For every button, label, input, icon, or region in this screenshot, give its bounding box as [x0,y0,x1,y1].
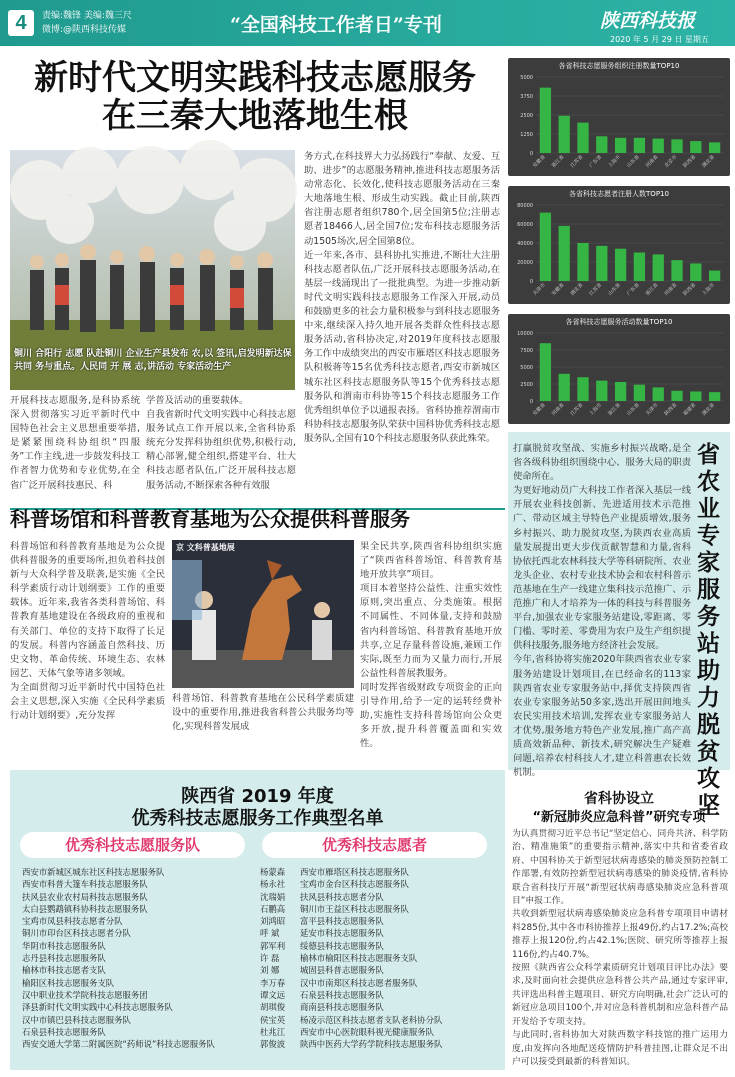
team-list-item: 华阴市科技志愿服务队 [22,940,106,951]
person-list-item [260,878,500,890]
person-org: 汉中市南郑区科技志愿者服务队 [300,977,418,988]
y-tick-label: 7500 [520,348,533,354]
person-list-item [260,927,500,939]
person-org: 延安市科技志愿服务队 [300,928,384,939]
person-list-item [260,1026,500,1038]
team-list-item: 西安交通大学第二附属医院“药师说”科技志愿服务队 [22,1039,215,1050]
person-org: 杨凌示范区科技志愿者支队老科协分队 [300,1014,443,1025]
y-tick-label: 20000 [517,260,533,266]
x-tick-label: 福建省 [682,402,698,418]
x-tick-label: 陕西省 [682,282,698,298]
person-name: 刘 娜 [260,965,280,976]
person-org: 西安市中心医院眼科视光健康服务队 [300,1026,434,1037]
science-photo-caption: 京 文科普基地展 [176,543,235,552]
x-tick-label: 浙江省 [644,282,660,298]
team-list-item: 汉中市镇巴县科技志愿服务队 [22,1014,131,1025]
team-list-item: 榆林市科技志愿者支队 [22,965,106,976]
x-tick-label: 广东省 [588,154,604,170]
team-list [22,866,257,1050]
x-tick-label: 山东省 [607,282,623,298]
person-list-item [260,1038,500,1050]
x-tick-label: 河南省 [550,402,566,418]
honor-title-1: 陕西省 2019 年度 [181,786,334,807]
x-tick-label: 天津市 [531,282,547,298]
covid-title-2: “新冠肺炎应急科普”研究专项 [532,810,706,825]
person-list-item [260,891,500,903]
lead-col-2: 学普及活动的重要载体。 自我省新时代文明实践中心科技志愿服务试点工作开展以来,全省科协系统充分发挥科协组织优势,积极行动,精心部署,健全组织,搭建平台、壮大科技志愿者队伍,广泛开展科技志愿服务活动,不断探索各种有效服 [146,395,296,491]
bar [690,141,701,153]
bar [540,343,551,401]
y-tick-label: 0 [529,151,533,157]
y-tick-label: 5000 [520,365,533,371]
special-issue-title: “全国科技工作者日”专刊 [230,14,442,36]
bar [671,260,682,281]
person-name: 李万春 [260,977,286,988]
x-tick-label: 浙江省 [550,154,566,170]
bar [671,391,682,401]
person-org: 石泉县科技志愿服务队 [300,989,384,1000]
team-list-item: 汉中职业技术学院科技志愿服务团 [22,989,148,1000]
newspaper-name: 陕西科技报 [600,10,696,32]
person-list-item [260,989,500,1001]
y-tick-label: 0 [529,279,533,285]
y-tick-label: 3750 [520,94,533,100]
person-name: 杨永社 [260,879,286,890]
x-tick-label: 安徽省 [531,154,547,170]
person-name: 许 磊 [260,953,280,964]
chart-title: 各省科技志愿者注册人数TOP10 [569,190,669,198]
bar [559,374,570,401]
lead-col-1: 开展科技志愿服务,是科协系统深入贯彻落实习近平新时代中国特色社会主义思想重要举措,是紧紧围绕科协组织“四服务”工作主线,进一步鼓发科技工作者智力优势和专业优势,在全省广泛开展科技惠民、科 [10,395,140,491]
bar [559,226,570,281]
bar [653,139,664,153]
person-org: 城固县科普志愿服务队 [300,965,384,976]
bar [709,392,720,401]
bar [596,136,607,153]
team-list-item: 榆阳区科技志愿服务支队 [22,977,115,988]
person-list-item [260,940,500,952]
person-org: 扶风县科技志愿者分队 [300,891,384,902]
bar [634,253,645,282]
x-tick-label: 上海市 [588,402,604,418]
x-tick-label: 山东省 [625,402,641,418]
bar-chart-1 [508,58,730,176]
x-tick-label: 江苏省 [569,402,585,418]
team-list-item: 石泉县科技志愿服务队 [22,1026,106,1037]
bar [559,116,570,153]
x-tick-label: 河南省 [663,282,679,298]
bar [596,246,607,281]
science-col-3: 果全民共享,陕西省科协组织实施了“陕西省科普场馆、科普教育基地开放共享”项目。 项目本着坚持公益性、注重实效性原则,突出重点、分类施策。根据不同属性、不同体量,支持和鼓励省内科普场馆、科普教育基地开放共享,立足存量科普设施,兼顾工作实际,既至力而为又量力而行,开展公益性科普展教服务。 同时发挥省级财政专项资金的正向引导作用,给予一定的运转经费补助,实施性支持科普场馆向公众更多开放,提升科普覆盖面和实效性。 [360,541,502,750]
bar [540,213,551,281]
issue-date: 2020 年 5 月 29 日 星期五 [610,35,709,44]
bar [615,138,626,153]
person-list-item [260,915,500,927]
bar [577,377,588,401]
person-name: 沈瑞娟 [260,891,286,902]
y-tick-label: 1250 [520,132,533,138]
person-name: 郭俊波 [260,1039,286,1050]
science-title: 科普场馆和科普教育基地为公众提供科普服务 [10,507,410,531]
chart-plot [508,327,730,423]
person-name: 杨蒙森 [260,867,286,877]
agri-body: 打赢脱贫攻坚战、实施乡村振兴战略,是全省各级科协组织围绕中心、服务大局的职责使命所在。 为更好地动员广大科技工作者深入基层一线开展农业科技创新、先进适用技术示范推广、带动区域主导特色产业提质增效,服务乡村振兴、助力脱贫攻坚,为陕西农业高质量发展提出更大步伐贡献智慧和力量,省科协依托西北农林科技大学等科研院所、农业龙头企业、农村专业技术协会和农村科普示范基地在生产一线建立集科技示范推广、示范推广和人才培养为一体的科技与科普服务平台,加强农业专家服务站建设,零距离、零门槛、零时差、零费用为农户及生产组织提供科技服务,服务地方经济社会发展。 今年,省科协将实施2020年陕西省农业专家服务站建设计划项目,在已经命名的113家陕西省农业专家服务站中,择优支持陕西省农业专家服务站50多家,选出开展田间地头农民实用技术培训,发挥农业专家服务站人才优势,服务地方特色产业发展,推广高产高质高效新品种、新技术,研究解决生产疑难问题,培养农村科技人才,建立科普惠农长效机制。 [513,443,691,779]
y-tick-label: 40000 [517,241,533,247]
person-name: 侯宝英 [260,1014,286,1025]
team-list-item: 泽县新时代文明实践中心科技志愿服务队 [22,1002,173,1013]
x-tick-label: 河南省 [644,154,660,170]
bar [615,382,626,401]
person-list-item [260,1014,500,1026]
bar [615,249,626,281]
lead-title-1: 新时代文明实践科技志愿服务 [34,58,476,98]
x-tick-label: 江苏省 [569,154,585,170]
y-tick-label: 2500 [520,382,533,388]
x-tick-label: 湖北省 [569,282,585,298]
agri-title: 省农业专家服务站助力脱贫攻坚 [697,442,720,819]
bar [577,243,588,281]
person-name: 杜兆江 [260,1026,286,1037]
person-name: 郭军利 [260,940,286,951]
person-name: 胡琪俊 [260,1002,286,1013]
x-tick-label: 陕西省 [663,402,679,418]
bar [634,138,645,153]
team-list-item: 铜川市印台区科技志愿者分队 [22,928,131,939]
bar [634,385,645,401]
person-org: 铜川市王益区科技志愿服务队 [300,903,409,914]
x-tick-label: 江苏省 [588,282,604,298]
person-list-item [260,903,500,915]
bar-chart-3 [508,314,730,424]
y-tick-label: 5000 [520,75,533,81]
person-list [260,866,500,1050]
bar [709,142,720,153]
lead-photo-caption: 铜川 合阳行 志愿 队赴铜川 企业生产县发布 农,以 签讯,启发明新达保共同 务与重点。人民同 开 展 志,讲活动 专家活动生产 [14,349,292,372]
person-list-item [260,977,500,989]
person-org: 陕西中医药大学药学院科技志愿服务队 [300,1039,443,1050]
y-tick-label: 80000 [517,203,533,209]
x-tick-label: 上海市 [607,154,623,170]
bar [577,123,588,153]
team-list-item: 西安市科普大篷车科技志愿服务队 [22,879,148,890]
x-tick-label: 湖北省 [701,402,717,418]
person-name: 谭文远 [260,989,286,1000]
covid-title-1: 省科协设立 [584,791,654,807]
bar [690,263,701,281]
x-tick-label: 广东省 [625,282,641,298]
science-col-2: 科普场馆、科普教育基地在公民科学素质建设中的重要作用,推进我省科普公共服务均等化,实现科普发展成 [172,693,354,733]
x-tick-label: 上海市 [701,282,717,298]
person-header: 优秀科技志愿者 [262,832,487,858]
x-tick-label: 安徽省 [531,402,547,418]
person-org: 榆林市榆阳区科技志愿服务支队 [300,953,418,964]
y-tick-label: 0 [529,399,533,405]
x-tick-label: 天津市 [644,402,660,418]
bar [653,387,664,401]
chart-plot [508,199,730,303]
science-photo [172,540,354,688]
person-name: 石鹏高 [260,903,286,914]
bar [671,139,682,153]
person-org: 宝鸡市金台区科技志愿服务队 [300,879,409,890]
covid-body: 为认真贯彻习近平总书记“坚定信心、同舟共济、科学防治、精准施策”的重要指示精神,落实中共和省委省政府、中国科协关于新型冠状病毒感染的肺炎预防控制工作部署,有效防控新型冠状病毒感染的肺炎疫情,省科协联合省科技厅开展“新型冠状病毒感染肺炎应急科普项目”申报工作。 共收到新型冠状病毒感染肺炎应急科普专项项目申请材料285份,其中各市科协推荐上报49份,约占17.2%;高校推荐上报120份,约占42.1%;医院、研究所等推荐上报116份,约占40.7%。 按照《陕西省公众科学素质研究计划项目评比办法》要求,及时面向社会提供应急科普公共产品,通过专家评审,共评选出科普主题项目、研究方向明确,社会广泛认可的新冠应急项目100个,并对应急科普机制和应急科普产品开发给予专项支持。 与此同时,省科协加大对陕西数字科技馆的推广运用力度,由发挥向各地配送疫情防护科普挂图,让群众足不出户可以接受到最新的科普知识。 [512,829,728,1067]
person-name: 呼 斌 [260,928,280,939]
team-list-item: 志丹县科技志愿服务队 [22,953,106,964]
y-tick-label: 60000 [517,222,533,228]
person-list-item [260,1001,500,1013]
lead-col-3: 务方式,在科技界大力弘扬践行“奉献、友爱、互助、进步”的志愿服务精神,推进科技志愿服务活动常态化、长效化,使科技志愿服务活动在三秦大地落地生根、形成生动实践。截止目前,陕西省注册志愿者组织780个,居全国第5位;注册志愿者18466人,居全国7位;发布科技志愿服务活动1505场次,居全国第8位。 近一年来,各市、县科协扎实推进,不断壮大注册科技志愿者队伍,广泛开展科技志愿服务活动,在基层一线涌现出了一批批典型。为进一步推动新时代文明实践科技志愿服务工作深入开展,动员和鼓励更多的社会力量积极参与到科技志愿服务中来,继续深入持久地开展各类群众性科技志愿服务活动,省科协决定,对2019年度科技志愿服务工作中成绩突出的西安市雁塔区科技志愿服务队积极蒋等15名优秀科技志愿者,西安市新城区城东社区科技志愿服务队等15个优秀科技志愿服务队和渭南市科协等15个科技志愿服务工作优秀组织单位予以通报表扬。省科协推荐渭南市科协科技志愿服务队荣获中国科协优秀科技志愿服务队,全国有10个科技志愿服务队获此殊荣。 [304,151,500,444]
chart-plot [508,71,730,175]
person-org: 绥德县科技志愿服务队 [300,940,384,951]
y-tick-label: 10000 [517,331,533,337]
team-list-item: 宝鸡市凤县科技志愿者分队 [22,916,123,927]
wechat-credit: 微博:@陕西科技传媒 [42,25,127,35]
person-name: 刘鸿昭 [260,916,286,927]
x-tick-label: 北京市 [663,154,679,170]
bar [596,381,607,401]
person-list-item [260,964,500,976]
person-list-item [260,866,500,878]
x-tick-label: 浙江省 [607,402,623,418]
y-tick-label: 2500 [520,113,533,119]
honor-title-2: 优秀科技志愿服务工作典型名单 [131,808,384,829]
chart-title: 各省科技志愿服务组织注册数量TOP10 [558,62,680,70]
x-tick-label: 湖北省 [701,154,717,170]
person-org: 富平县科技志愿服务队 [300,916,384,927]
x-tick-label: 陕西省 [682,154,698,170]
editor-credit: 责编:魏锋 美编:魏三尺 [42,11,132,21]
bar [690,391,701,401]
lead-title-2: 在三秦大地落地生根 [102,96,408,136]
team-list-item: 西安市新城区城东社区科技志愿服务队 [22,867,165,877]
x-tick-label: 山东省 [625,154,641,170]
bar [709,271,720,281]
person-list-item [260,952,500,964]
x-tick-label: 安徽省 [550,282,566,298]
bar [653,254,664,281]
bar-chart-2 [508,186,730,304]
science-col-1: 科普场馆和科普教育基地是为公众提供科普服务的重要场所,担负着科技创新与大众科学普及联袭,是实施《全民科学素质行动计划纲要》工作的重要载体。近年来,我省各类科普场馆、科普教育基地建设在各级政府的重视和有关部门、单位的支持下取得了长足的发展。科普内容涵盖自然科技、历史文物、革命传统、环境生态、农林园艺、天体气象等诸多领域。 为全面贯彻习近平新时代中国特色社会主义思想,深入实施《全民科学素质行动计划纲要》,充分发挥 [10,541,165,722]
chart-title: 各省科技志愿服务活动数量TOP10 [565,318,673,326]
page-number: 4 [8,10,34,36]
person-org: 西安市雁塔区科技志愿服务队 [300,867,409,877]
team-header: 优秀科技志愿服务队 [20,832,245,858]
person-org: 商南县科技志愿服务队 [300,1002,384,1013]
team-list-item: 太白县鹦鹉镇科协科技志愿服务队 [22,903,148,914]
bar [540,88,551,153]
dinosaur-exhibit-illustration [172,540,354,688]
team-list-item: 扶风县农业农村局科技志愿服务队 [22,891,148,902]
